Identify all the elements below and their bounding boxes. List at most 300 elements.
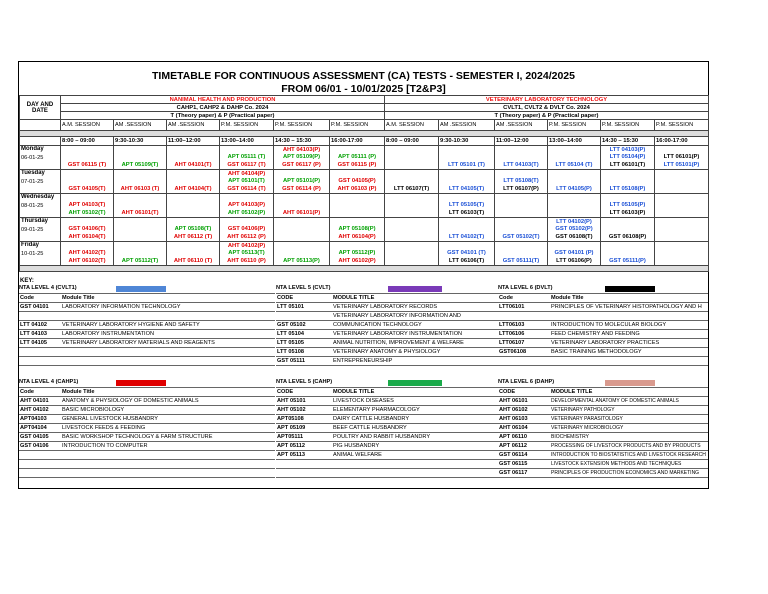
exam-code: APT 05108(T) bbox=[174, 226, 212, 232]
key-block-header bbox=[19, 285, 275, 294]
exam-code: GST 04106(T) bbox=[68, 226, 106, 232]
exam-code: GST 05102(T) bbox=[502, 233, 540, 240]
exam-cell bbox=[220, 170, 274, 194]
exam-cell bbox=[655, 218, 709, 242]
key-row bbox=[19, 312, 275, 321]
exam-code: AHT 04102(T) bbox=[68, 250, 106, 256]
key-row bbox=[276, 442, 498, 451]
exam-cell bbox=[439, 146, 495, 170]
key-row bbox=[19, 406, 275, 415]
exam-cell bbox=[274, 194, 330, 218]
module-code: GST 04106 bbox=[19, 442, 61, 451]
module-code: APT 05113 bbox=[276, 451, 332, 460]
module-code: LTT06101 bbox=[498, 303, 550, 312]
exam-cell bbox=[495, 218, 548, 242]
module-title: VETERINARY LABORATORY MATERIALS AND REAGENTS bbox=[61, 339, 275, 348]
module-title: VETERINARY PATHOLOGY bbox=[550, 406, 708, 415]
day-date: 08-01-25 bbox=[21, 203, 44, 209]
time-slot: 14:30 – 15:30 bbox=[601, 137, 655, 146]
key-row bbox=[276, 469, 498, 478]
day-name: Friday bbox=[21, 242, 40, 248]
module-code: GST 04105 bbox=[19, 433, 61, 442]
module-code: GST 05111 bbox=[276, 357, 332, 366]
module-code: AHT 04101 bbox=[19, 397, 61, 406]
day-row bbox=[20, 194, 709, 218]
day-cell bbox=[20, 170, 61, 194]
page-subtitle: FROM 06/01 - 10/01/2025 [T2&P3] bbox=[281, 83, 446, 95]
day-cell bbox=[20, 146, 61, 170]
exam-code: LTT 05108(P) bbox=[609, 185, 646, 192]
session-label: A.M. SESSION bbox=[61, 120, 114, 131]
key-block-header bbox=[498, 285, 708, 294]
exam-cell bbox=[330, 242, 385, 266]
session-label: P.M. SESSION bbox=[274, 120, 330, 131]
exam-code: LTT 06101(P) bbox=[663, 154, 700, 160]
key-row bbox=[276, 415, 498, 424]
key-row bbox=[498, 312, 708, 321]
key-code-header: Code bbox=[19, 388, 61, 397]
session-label: AM .SESSION bbox=[167, 120, 220, 131]
exam-code: AHT 04103(P) bbox=[282, 146, 321, 153]
key-row bbox=[498, 339, 708, 348]
session-label: AM .SESSION bbox=[495, 120, 548, 131]
module-code bbox=[19, 348, 61, 357]
timetable-sheet bbox=[18, 61, 709, 489]
module-title: PRINCIPLES OF PRODUCTION ECONOMICS AND MARKETING bbox=[550, 469, 708, 478]
module-title: INTRODUCTION TO COMPUTER bbox=[61, 442, 275, 451]
exam-cell bbox=[61, 242, 114, 266]
module-code bbox=[19, 357, 61, 366]
module-title bbox=[61, 357, 275, 366]
exam-cell bbox=[601, 170, 655, 194]
module-code: AHT 06101 bbox=[498, 397, 550, 406]
left-dept-header: NANIMAL HEALTH AND PRODUCTION bbox=[61, 96, 385, 104]
exam-cell bbox=[655, 146, 709, 170]
exam-code: GST 04101 (T) bbox=[447, 250, 486, 256]
module-code: APT 06110 bbox=[498, 433, 550, 442]
time-slot: 8:00 – 09:00 bbox=[385, 137, 439, 146]
exam-code: GST 06117 (P) bbox=[282, 161, 321, 168]
exam-code: LTT 05104(P) bbox=[609, 154, 646, 160]
exam-cell bbox=[167, 194, 220, 218]
key-row bbox=[498, 348, 708, 357]
exam-cell bbox=[167, 146, 220, 170]
module-code bbox=[276, 469, 332, 478]
module-title: DAIRY CATTLE HUSBANDRY bbox=[332, 415, 498, 424]
key-row bbox=[276, 451, 498, 460]
exam-code: GST 06114 (T) bbox=[227, 185, 266, 192]
exam-code: AHT 06102(T) bbox=[68, 257, 106, 264]
day-date: 09-01-25 bbox=[21, 227, 44, 233]
exam-code: AHT 05102(T) bbox=[68, 209, 106, 216]
module-title bbox=[550, 357, 708, 366]
exam-code: AHT 06102(P) bbox=[338, 257, 376, 264]
exam-cell bbox=[655, 170, 709, 194]
legend-swatch bbox=[388, 380, 442, 386]
exam-code: APT 05111 (P) bbox=[337, 154, 377, 160]
exam-cell bbox=[330, 146, 385, 170]
key-block-title: NTA LEVEL 5 (CAHP) bbox=[276, 379, 333, 385]
module-title: ELEMENTARY PHARMACOLOGY bbox=[332, 406, 498, 415]
exam-code: APT 05112(P) bbox=[338, 250, 376, 256]
spacer bbox=[20, 266, 709, 272]
page-title: TIMETABLE FOR CONTINUOUS ASSESSMENT (CA) TESTS - SEMESTER I, 2024/2025 bbox=[152, 70, 575, 82]
module-title: LABORATORY INSTRUMENTATION bbox=[61, 330, 275, 339]
module-code: AHT 04102 bbox=[19, 406, 61, 415]
key-row bbox=[19, 451, 275, 460]
key-row bbox=[276, 303, 498, 312]
module-title bbox=[61, 348, 275, 357]
session-label: P.M. SESSION bbox=[655, 120, 709, 131]
module-code: GST 06114 bbox=[498, 451, 550, 460]
key-row bbox=[498, 303, 708, 312]
key-row bbox=[498, 397, 708, 406]
exam-cell bbox=[167, 218, 220, 242]
exam-code: LTT 04102(P) bbox=[556, 218, 592, 225]
key-row bbox=[19, 357, 275, 366]
exam-cell bbox=[548, 218, 601, 242]
key-row bbox=[498, 415, 708, 424]
key-block bbox=[276, 285, 498, 366]
exam-code: GST 06117 (T) bbox=[227, 161, 266, 168]
legend-swatch bbox=[605, 380, 655, 386]
module-code: APT 05112 bbox=[276, 442, 332, 451]
exam-code: LTT 05101(P) bbox=[663, 161, 700, 168]
module-title: LIVESTOCK FEEDS & FEEDING bbox=[61, 424, 275, 433]
module-code: LTT 05108 bbox=[276, 348, 332, 357]
module-title: FEED CHEMISTRY AND FEEDING bbox=[550, 330, 708, 339]
legend-swatch bbox=[116, 286, 166, 292]
exam-code: LTT 06101(T) bbox=[609, 161, 646, 168]
day-row bbox=[20, 170, 709, 194]
module-code: AHT 06102 bbox=[498, 406, 550, 415]
session-label: AM .SESSION bbox=[439, 120, 495, 131]
module-code: LTT 05105 bbox=[276, 339, 332, 348]
exam-cell bbox=[167, 242, 220, 266]
day-date: 06-01-25 bbox=[21, 155, 44, 161]
module-title: BASIC TRAINING METHODOLOGY bbox=[550, 348, 708, 357]
exam-code: AHT 04104(P) bbox=[227, 170, 266, 177]
module-title: PIG HUSBANDRY bbox=[332, 442, 498, 451]
exam-code: LTT 06106(T) bbox=[448, 257, 485, 264]
key-row bbox=[276, 357, 498, 366]
module-code: LTT 04102 bbox=[19, 321, 61, 330]
module-title: VETERINARY LABORATORY INSTRUMENTATION bbox=[332, 330, 498, 339]
key-row bbox=[498, 442, 708, 451]
exam-code: LTT 04105(P) bbox=[556, 185, 592, 192]
module-code bbox=[498, 312, 550, 321]
exam-code: AHT 06104(P) bbox=[338, 233, 376, 240]
exam-code: LTT 06103(P) bbox=[609, 209, 646, 216]
exam-cell bbox=[114, 218, 167, 242]
key-title-header: Module Title bbox=[61, 388, 275, 397]
exam-code: GST 06114 (P) bbox=[282, 185, 321, 192]
module-title: ANATOMY & PHYSIOLOGY OF DOMESTIC ANIMALS bbox=[61, 397, 275, 406]
key-block bbox=[19, 379, 275, 478]
module-code: APT 06112 bbox=[498, 442, 550, 451]
key-row bbox=[498, 330, 708, 339]
day-date: 07-01-25 bbox=[21, 179, 44, 185]
session-label: A.M. SESSION bbox=[385, 120, 439, 131]
exam-code: GST 05111(P) bbox=[609, 257, 646, 264]
module-code: APT05108 bbox=[276, 415, 332, 424]
session-label: AM .SESSION bbox=[114, 120, 167, 131]
exam-cell bbox=[114, 194, 167, 218]
key-row bbox=[19, 433, 275, 442]
module-code bbox=[19, 460, 61, 469]
exam-cell bbox=[495, 146, 548, 170]
time-slot: 16:00-17:00 bbox=[330, 137, 385, 146]
exam-cell bbox=[385, 146, 439, 170]
key-code-header: CODE bbox=[498, 388, 550, 397]
key-block-title: NTA LEVEL 5 (CVLT) bbox=[276, 285, 331, 291]
key-row bbox=[498, 469, 708, 478]
exam-cell bbox=[385, 194, 439, 218]
key-row bbox=[276, 348, 498, 357]
key-block bbox=[19, 285, 275, 366]
key-row bbox=[19, 469, 275, 478]
exam-cell bbox=[601, 218, 655, 242]
exam-cell bbox=[495, 194, 548, 218]
key-block bbox=[498, 285, 708, 366]
exam-cell bbox=[330, 194, 385, 218]
exam-code: AHT 06101(P) bbox=[282, 209, 321, 216]
key-block bbox=[276, 379, 498, 478]
key-title-header: MODULE TITLE bbox=[550, 388, 708, 397]
module-code: APT04104 bbox=[19, 424, 61, 433]
exam-cell bbox=[439, 170, 495, 194]
module-code: LTT 05101 bbox=[276, 303, 332, 312]
exam-code: GST 04105(P) bbox=[338, 178, 376, 184]
exam-code: AHT 04104(T) bbox=[174, 185, 212, 192]
left-mode-header: T (Theory paper) & P (Practical paper) bbox=[61, 112, 385, 120]
exam-cell bbox=[495, 170, 548, 194]
exam-code: GST 05102(P) bbox=[555, 226, 593, 232]
module-code bbox=[498, 357, 550, 366]
session-label: P.M. SESSION bbox=[330, 120, 385, 131]
exam-cell bbox=[385, 170, 439, 194]
time-slot: 16:00-17:00 bbox=[655, 137, 709, 146]
day-row bbox=[20, 146, 709, 170]
exam-code: APT 05111 (T) bbox=[227, 154, 266, 160]
module-title: BIOCHEMISTRY bbox=[550, 433, 708, 442]
exam-cell bbox=[114, 146, 167, 170]
module-code bbox=[19, 312, 61, 321]
key-row bbox=[498, 433, 708, 442]
module-code bbox=[19, 469, 61, 478]
day-name: Tuesday bbox=[21, 170, 45, 176]
exam-code: APT 05108(P) bbox=[338, 226, 376, 232]
key-row bbox=[498, 321, 708, 330]
module-title: POULTRY AND RABBIT HUSBANDRY bbox=[332, 433, 498, 442]
module-title: LIVESTOCK EXTENSION METHODS AND TECHNIQUES bbox=[550, 460, 708, 469]
key-block bbox=[498, 379, 708, 478]
module-code: AHT 05101 bbox=[276, 397, 332, 406]
module-title: INTRODUCTION TO MOLECULAR BIOLOGY bbox=[550, 321, 708, 330]
blank-cell bbox=[20, 137, 61, 146]
exam-code: AHT 06104(T) bbox=[68, 233, 106, 240]
exam-code: LTT 05105(P) bbox=[609, 202, 646, 208]
key-code-header: Code bbox=[19, 294, 61, 303]
module-title bbox=[332, 469, 498, 478]
key-block-title: NTA LEVEL 6 (DVLT) bbox=[498, 285, 553, 291]
module-title bbox=[550, 312, 708, 321]
key-block-header bbox=[19, 379, 275, 388]
key-block-header bbox=[276, 379, 498, 388]
exam-cell bbox=[61, 194, 114, 218]
module-code: GST 06117 bbox=[498, 469, 550, 478]
exam-cell bbox=[385, 218, 439, 242]
module-title: DEVELOPMENTAL ANATOMY OF DOMESTIC ANIMALS bbox=[550, 397, 708, 406]
module-title bbox=[61, 469, 275, 478]
right-mode-header: T (Theory paper) & P (Practical paper) bbox=[385, 112, 709, 120]
key-row bbox=[276, 397, 498, 406]
exam-code: AHT 06110 (T) bbox=[173, 257, 213, 264]
exam-cell bbox=[330, 218, 385, 242]
module-code: GST 04101 bbox=[19, 303, 61, 312]
key-row bbox=[276, 460, 498, 469]
module-code: APT 05109 bbox=[276, 424, 332, 433]
exam-code: AHT 06103 (T) bbox=[120, 185, 160, 192]
exam-code: AHT 06110 (P) bbox=[227, 257, 266, 264]
key-row bbox=[19, 415, 275, 424]
exam-code: AHT 05102(P) bbox=[227, 209, 266, 216]
exam-code: AHT 06103 (P) bbox=[337, 185, 377, 192]
exam-cell bbox=[548, 242, 601, 266]
exam-code: APT 05101(T) bbox=[228, 178, 265, 184]
module-code bbox=[276, 460, 332, 469]
exam-cell bbox=[655, 194, 709, 218]
right-programs-header: CVLT1, CVLT2 & DVLT Co. 2024 bbox=[385, 104, 709, 112]
exam-cell bbox=[61, 170, 114, 194]
exam-code: AHT 04101(T) bbox=[174, 161, 212, 168]
module-title bbox=[61, 312, 275, 321]
exam-code: APT 05113(T) bbox=[228, 250, 265, 256]
exam-code: LTT 04103(T) bbox=[503, 161, 539, 168]
exam-cell bbox=[439, 218, 495, 242]
key-row bbox=[276, 339, 498, 348]
exam-cell bbox=[385, 242, 439, 266]
exam-cell bbox=[495, 242, 548, 266]
module-title: GENERAL LIVESTOCK HUSBANDRY bbox=[61, 415, 275, 424]
exam-code: GST 06108(P) bbox=[608, 233, 647, 240]
key-row bbox=[19, 460, 275, 469]
exam-cell bbox=[114, 242, 167, 266]
exam-cell bbox=[548, 170, 601, 194]
module-code: AHT 05102 bbox=[276, 406, 332, 415]
module-title: BASIC WORKSHOP TECHNOLOGY & FARM STRUCTURE bbox=[61, 433, 275, 442]
timetable-grid bbox=[19, 95, 709, 272]
exam-cell bbox=[274, 146, 330, 170]
legend-swatch bbox=[605, 286, 655, 292]
exam-code: APT 04103(P) bbox=[227, 202, 266, 208]
time-slot: 9:30-10:30 bbox=[114, 137, 167, 146]
key-code-header: CODE bbox=[276, 388, 332, 397]
module-code: LTT06103 bbox=[498, 321, 550, 330]
exam-code: LTT 05104 (T) bbox=[555, 161, 593, 168]
key-block-header bbox=[498, 379, 708, 388]
module-title: LABORATORY INFORMATION TECHNOLOGY bbox=[61, 303, 275, 312]
exam-code: LTT 05108(T) bbox=[503, 178, 539, 184]
key-row bbox=[276, 330, 498, 339]
exam-code: GST 04105(T) bbox=[68, 185, 106, 192]
module-title: VETERINARY PARASITOLOGY bbox=[550, 415, 708, 424]
exam-code: AHT 06112 (T) bbox=[173, 233, 213, 240]
module-title: PROCESSING OF LIVESTOCK PRODUCTS AND BY PRODUCTS bbox=[550, 442, 708, 451]
key-row bbox=[498, 357, 708, 366]
key-row bbox=[276, 424, 498, 433]
exam-code: LTT 06107(P) bbox=[503, 185, 539, 192]
legend-swatch bbox=[116, 380, 166, 386]
legend-swatch bbox=[388, 286, 442, 292]
day-name: Monday bbox=[21, 146, 44, 152]
exam-code: APT 05109(P) bbox=[282, 154, 321, 160]
exam-code: LTT 04105(T) bbox=[448, 185, 485, 192]
key-row bbox=[19, 330, 275, 339]
key-row bbox=[276, 433, 498, 442]
day-cell bbox=[20, 218, 61, 242]
key-row bbox=[498, 451, 708, 460]
session-label: P.M. SESSION bbox=[548, 120, 601, 131]
module-title: VETERINARY LABORATORY PRACTICES bbox=[550, 339, 708, 348]
exam-cell bbox=[601, 194, 655, 218]
exam-cell bbox=[220, 242, 274, 266]
module-code: APT05111 bbox=[276, 433, 332, 442]
key-row bbox=[19, 321, 275, 330]
module-code: LTT 04105 bbox=[19, 339, 61, 348]
key-row bbox=[19, 339, 275, 348]
exam-cell bbox=[220, 194, 274, 218]
exam-cell bbox=[61, 218, 114, 242]
module-title: INTRODUCTION TO BIOSTATISTICS AND LIVESTOCK RESEARCH bbox=[550, 451, 708, 460]
exam-code: APT 04103(T) bbox=[68, 202, 106, 208]
key-code-header: CODE bbox=[276, 294, 332, 303]
exam-code: GST 05111(T) bbox=[502, 257, 540, 264]
exam-cell bbox=[439, 242, 495, 266]
day-cell bbox=[20, 194, 61, 218]
exam-cell bbox=[167, 170, 220, 194]
key-title-header: Module Title bbox=[550, 294, 708, 303]
module-title: VETERINARY LABORATORY INFORMATION AND bbox=[332, 312, 498, 321]
day-date: 10-01-25 bbox=[21, 251, 44, 257]
exam-code: AHT 06101(T) bbox=[121, 209, 159, 216]
blank-cell bbox=[20, 120, 61, 131]
exam-code: LTT 06103(T) bbox=[448, 209, 485, 216]
exam-code: LTT 06106(P) bbox=[556, 257, 592, 264]
key-row bbox=[498, 460, 708, 469]
key-row bbox=[19, 442, 275, 451]
key-row bbox=[19, 348, 275, 357]
exam-code: GST 06115 (T) bbox=[67, 161, 107, 168]
key-row bbox=[19, 397, 275, 406]
module-code: APT04103 bbox=[19, 415, 61, 424]
day-name: Wednesday bbox=[21, 194, 55, 200]
key-row bbox=[19, 303, 275, 312]
exam-cell bbox=[274, 218, 330, 242]
exam-code: GST 04106(P) bbox=[227, 226, 266, 232]
module-title: PRINCIPLES OF VETERINARY HISTOPATHOLOGY AND H bbox=[550, 303, 708, 312]
exam-cell bbox=[274, 170, 330, 194]
module-code: LTT06106 bbox=[498, 330, 550, 339]
module-title: BEEF CATTLE HUSBANDRY bbox=[332, 424, 498, 433]
key-row bbox=[276, 321, 498, 330]
module-title bbox=[61, 451, 275, 460]
day-cell bbox=[20, 242, 61, 266]
right-dept-header: VETERINARY LABORATORY TECHNOLOGY bbox=[385, 96, 709, 104]
exam-code: LTT 04102(T) bbox=[448, 233, 485, 240]
day-row bbox=[20, 242, 709, 266]
key-block-title: NTA LEVEL 4 (CVLT1) bbox=[19, 285, 77, 291]
